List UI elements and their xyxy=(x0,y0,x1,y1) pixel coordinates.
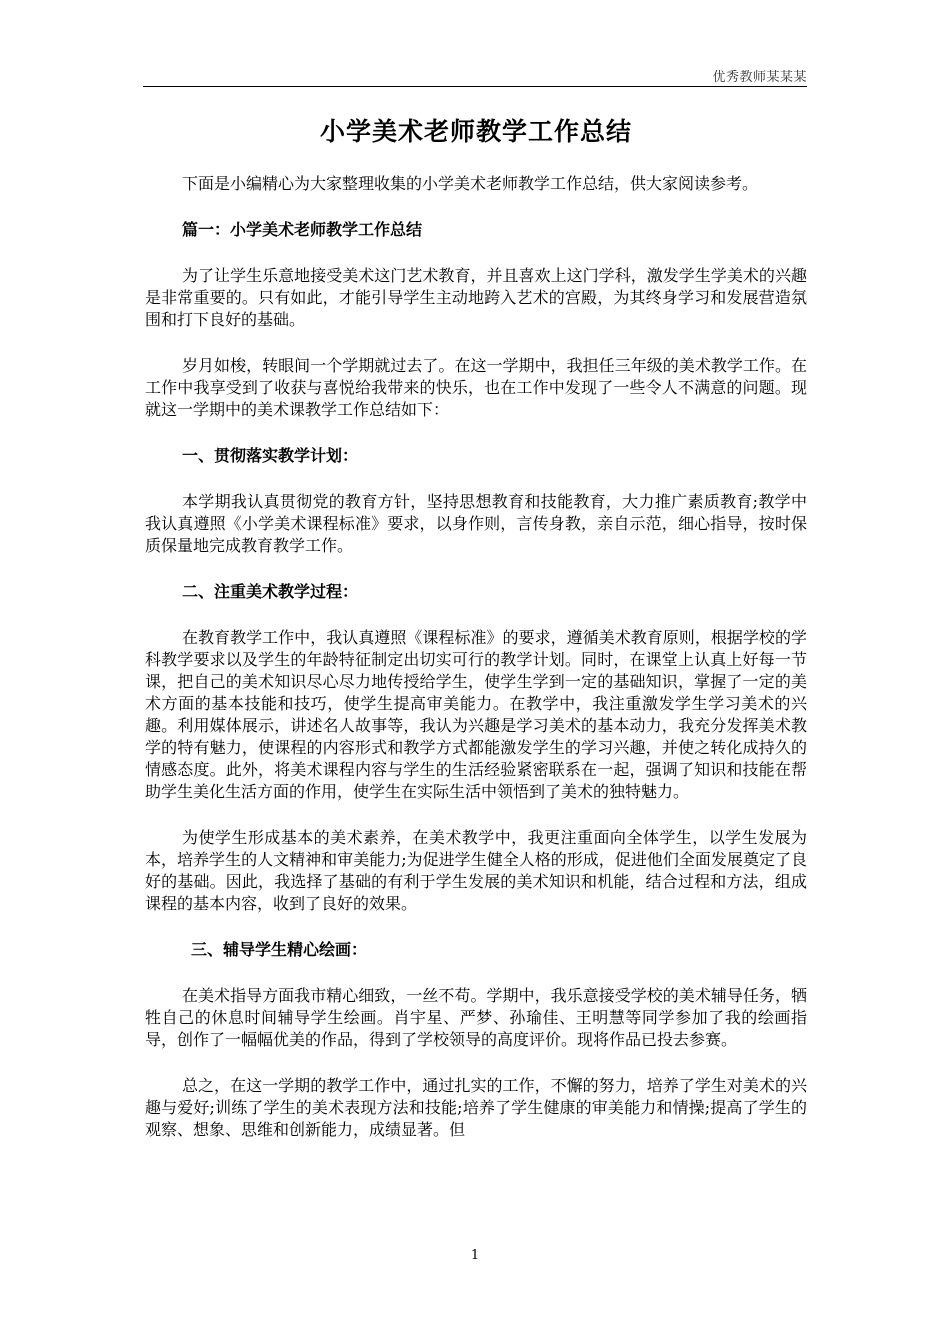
section-heading-part-one: 篇一：小学美术老师教学工作总结 xyxy=(182,220,423,239)
page-number: 1 xyxy=(470,1248,480,1263)
paragraph-3: 本学期我认真贯彻党的教育方针，坚持思想教育和技能教育，大力推广素质教育;教学中我认真遵照《小学美术课程标准》要求，以身作则，言传身教，亲自示范，细心指导，按时保质保量地完成教育教学工作。 xyxy=(145,492,807,555)
intro-paragraph: 下面是小编精心为大家整理收集的小学美术老师教学工作总结，供大家阅读参考。 xyxy=(182,174,759,193)
paragraph-5: 为使学生形成基本的美术素养，在美术教学中，我更注重面向全体学生，以学生发展为本，培养学生的人文精神和审美能力;为促进学生健全人格的形成，促进他们全面发展奠定了良好的基础。因此，我选择了基础的有利于学生发展的美术知识和机能，结合过程和方法，组成课程的基本内容，收到了良好的效果。 xyxy=(145,828,807,913)
document-body xyxy=(145,112,807,1165)
heading-implement-plan: 一、贯彻落实教学计划： xyxy=(182,446,359,465)
document-title: 小学美术老师教学工作总结 xyxy=(319,117,632,146)
page-header-author: 优秀教师某某某 xyxy=(712,70,807,85)
paragraph-4: 在教育教学工作中，我认真遵照《课程标准》的要求，遵循美术教育原则，根据学校的学科教学要求以及学生的年龄特征制定出切实可行的教学计划。同时，在课堂上认真上好每一节课，把自己的美术知识尽心尽力地传授给学生，使学生学到一定的基础知识，掌握了一定的美术方面的基本技能和技巧，使学生提高审美能力。在教学中，我注重激发学生学习美术的兴趣。利用媒体展示，讲述名人故事等，我认为兴趣是学习美术的基本动力，我充分发挥美术教学的特有魅力，使课程的内容形式和教学方式都能激发学生的学习兴趣，并使之转化成持久的情感态度。此外，将美术课程内容与学生的生活经验紧密联系在一起，强调了知识和技能在帮助学生美化生活方面的作用，使学生在实际生活中领悟到了美术的独特魅力。 xyxy=(145,628,807,801)
paragraph-7: 总之，在这一学期的教学工作中，通过扎实的工作，不懈的努力，培养了学生对美术的兴趣与爱好;训练了学生的美术表现方法和技能;培养了学生健康的审美能力和情操;提高了学生的观察、想象、思维和创新能力，成绩显著。但 xyxy=(145,1076,807,1139)
heading-teaching-process: 二、注重美术教学过程： xyxy=(182,582,359,601)
paragraph-6: 在美术指导方面我市精心细致，一丝不苟。学期中，我乐意接受学校的美术辅导任务，牺牲自己的休息时间辅导学生绘画。肖宇星、严梦、孙瑜佳、王明慧等同学参加了我的绘画指导，创作了一幅幅优美的作品，得到了学校领导的高度评价。现将作品已投去参赛。 xyxy=(145,986,807,1049)
paragraph-2: 岁月如梭，转眼间一个学期就过去了。在这一学期中，我担任三年级的美术教学工作。在工作中我享受到了收获与喜悦给我带来的快乐，也在工作中发现了一些令人不满意的问题。现就这一学期中的美术课教学工作总结如下： xyxy=(145,356,807,419)
paragraph-1: 为了让学生乐意地接受美术这门艺术教育，并且喜欢上这门学科，激发学生学美术的兴趣是非常重要的。只有如此，才能引导学生主动地跨入艺术的宫殿，为其终身学习和发展营造氛围和打下良好的基础。 xyxy=(145,266,807,329)
heading-guide-drawing: 三、辅导学生精心绘画： xyxy=(191,940,368,959)
header-divider xyxy=(143,86,807,87)
